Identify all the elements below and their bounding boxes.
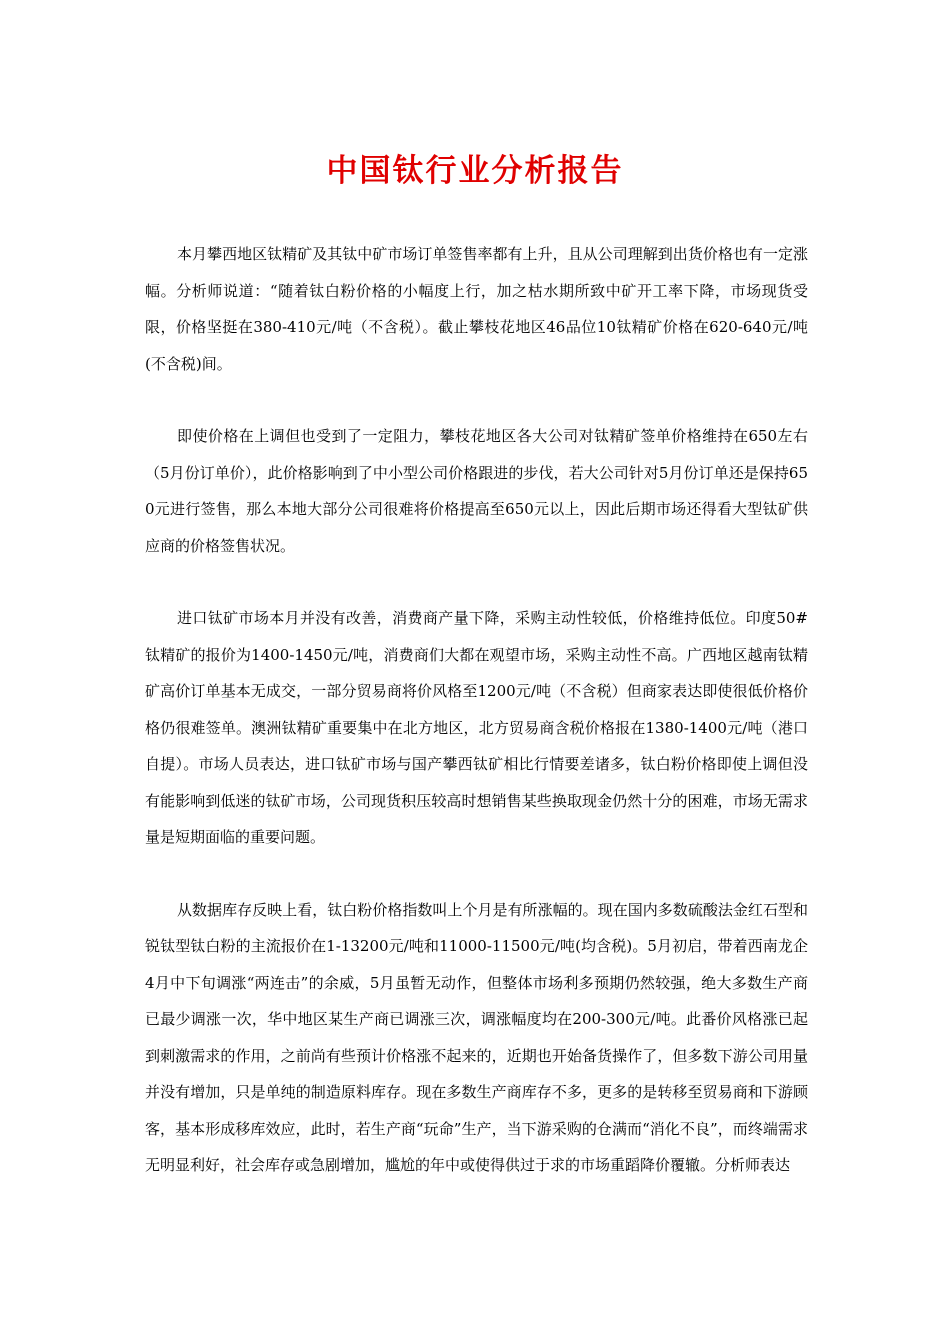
document-body [145,236,808,1220]
paragraph-4: 从数据库存反映上看，钛白粉价格指数叫上个月是有所涨幅的。现在国内多数硫酸法金红石型和锐钛型钛白粉的主流报价在1-13200元/吨和11000-11500元/吨(均含税)。5月初启，带着西南龙企4月中下旬调涨“两连击”的余威，5月虽暂无动作，但整体市场利多预期仍然较强，绝大多数生产商已最少调涨一次，华中地区某生产商已调涨三次，调涨幅度均在200-300元/吨。此番价风格涨已起到刺激需求的作用，之前尚有些预计价格涨不起来的，近期也开始备货操作了，但多数下游公司用量并没有增加，只是单纯的制造原料库存。现在多数生产商库存不多，更多的是转移至贸易商和下游顾客，基本形成移库效应，此时，若生产商“玩命”生产，当下游采购的仓满而“消化不良”，而终端需求无明显利好，社会库存或急剧增加，尴尬的年中或使得供过于求的市场重蹈降价覆辙。分析师表达 [145,900,808,1174]
paragraph-2: 即使价格在上调但也受到了一定阻力，攀枝花地区各大公司对钛精矿签单价格维持在650左右（5月份订单价），此价格影响到了中小型公司价格跟进的步伐，若大公司针对5月份订单还是保持650元进行签售，那么本地大部分公司很难将价格提高至650元以上，因此后期市场还得看大型钛矿供应商的价格签售状况。 [145,427,808,555]
paragraph-1: 本月攀西地区钛精矿及其钛中矿市场订单签售率都有上升，且从公司理解到出货价格也有一定涨幅。分析师说道：“随着钛白粉价格的小幅度上行，加之枯水期所致中矿开工率下降，市场现货受限，价格坚挺在380-410元/吨（不含税）。截止攀枝花地区46品位10钛精矿价格在620-640元/吨(不含税)间。 [145,245,808,373]
document-title: 中国钛行业分析报告 [326,153,624,189]
paragraph-3: 进口钛矿市场本月并没有改善，消费商产量下降，采购主动性较低，价格维持低位。印度50#钛精矿的报价为1400-1450元/吨，消费商们大都在观望市场，采购主动性不高。广西地区越南钛精矿高价订单基本无成交，一部分贸易商将价风格至1200元/吨（不含税）但商家表达即使很低价格价格仍很难签单。澳洲钛精矿重要集中在北方地区，北方贸易商含税价格报在1380-1400元/吨（港口自提）。市场人员表达，进口钛矿市场与国产攀西钛矿相比行情要差诸多，钛白粉价格即使上调但没有能影响到低迷的钛矿市场，公司现货积压较高时想销售某些换取现金仍然十分的困难，市场无需求量是短期面临的重要问题。 [145,609,808,846]
